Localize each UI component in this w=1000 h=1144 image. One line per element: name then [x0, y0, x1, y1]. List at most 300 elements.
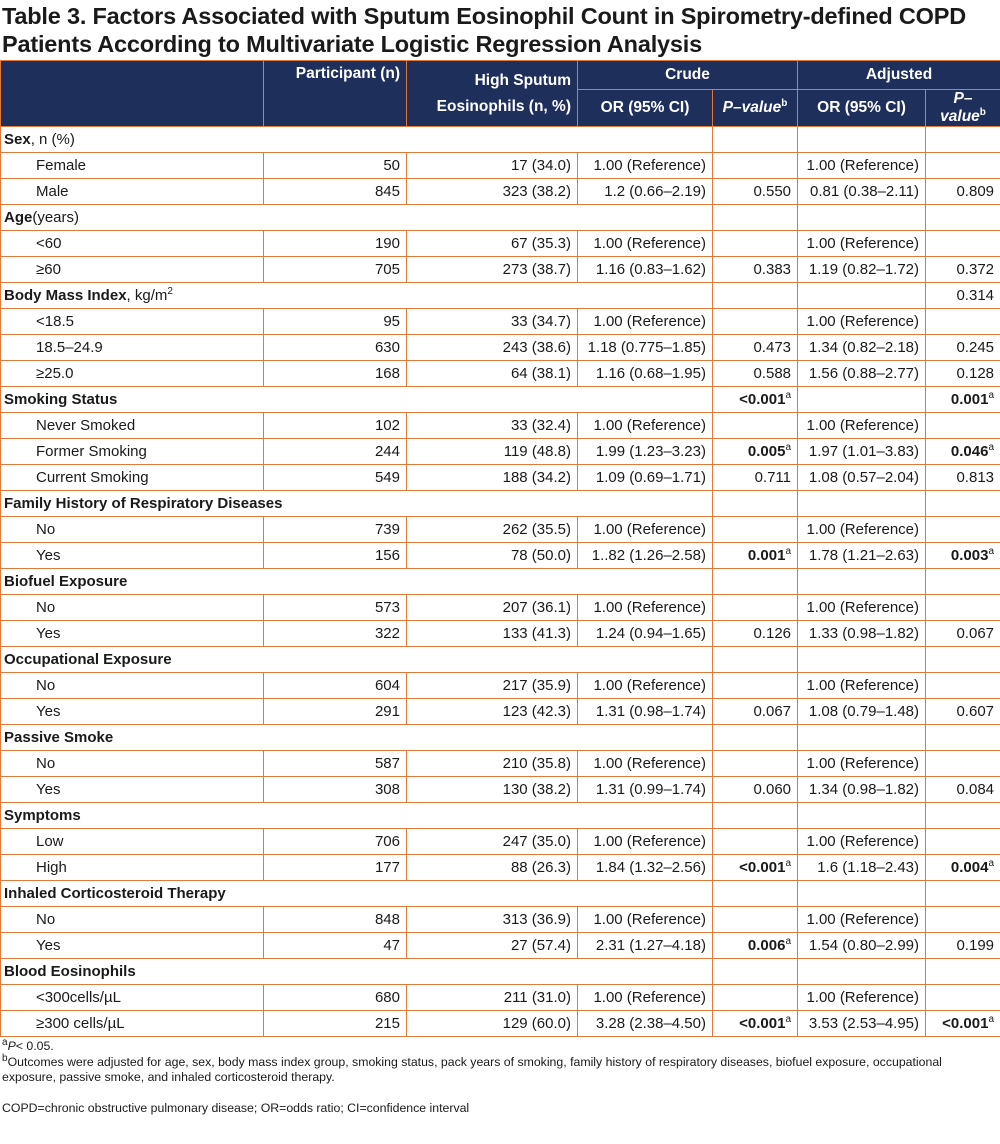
p-value: 0.001	[747, 547, 786, 564]
p-value: 0.004	[950, 859, 989, 876]
adjusted-p-cell	[926, 231, 1000, 257]
p-value: 0.084	[956, 781, 995, 798]
p-value: 0.550	[753, 183, 792, 200]
category-row	[1, 959, 1000, 985]
crude-p-cell	[713, 855, 798, 881]
row-label: Former Smoking	[1, 439, 264, 465]
crude-or: 1.00 (Reference)	[578, 413, 713, 439]
adjusted-or: 1.6 (1.18–2.43)	[798, 855, 926, 881]
table-row	[1, 439, 1000, 465]
category-label: Symptoms	[4, 807, 81, 824]
category-label: Age	[4, 209, 33, 226]
participant-count: 549	[264, 465, 407, 491]
p-value: 0.711	[754, 469, 792, 486]
high-sputum-eos: 210 (35.8)	[407, 751, 578, 777]
adjusted-or-cell	[798, 569, 926, 595]
adjusted-p-cell	[926, 673, 1000, 699]
crude-p-cell	[713, 907, 798, 933]
high-sputum-eos: 33 (32.4)	[407, 413, 578, 439]
p-value-sup: a	[785, 390, 792, 401]
category-row	[1, 491, 1000, 517]
participant-count: 680	[264, 985, 407, 1011]
adjusted-p-cell	[926, 777, 1000, 803]
high-sputum-eos: 88 (26.3)	[407, 855, 578, 881]
crude-p-cell	[713, 335, 798, 361]
crude-or: 1.18 (0.775–1.85)	[578, 335, 713, 361]
adjusted-or: 1.00 (Reference)	[798, 907, 926, 933]
category-row	[1, 283, 1000, 309]
table-row	[1, 699, 1000, 725]
adjusted-p-cell	[926, 647, 1000, 673]
crude-or: 3.28 (2.38–4.50)	[578, 1011, 713, 1037]
p-value-sup: a	[988, 546, 995, 557]
high-sputum-eos: 247 (35.0)	[407, 829, 578, 855]
high-sputum-eos: 33 (34.7)	[407, 309, 578, 335]
adjusted-or-cell	[798, 127, 926, 153]
crude-or: 1.24 (0.94–1.65)	[578, 621, 713, 647]
table-notes	[0, 1037, 1000, 1116]
category-label: Blood Eosinophils	[4, 963, 136, 980]
category-suffix-sup: 2	[167, 286, 173, 297]
category-label-cell	[1, 127, 713, 153]
crude-or: 1.00 (Reference)	[578, 231, 713, 257]
high-sputum-eos: 78 (50.0)	[407, 543, 578, 569]
adjusted-or: 1.00 (Reference)	[798, 985, 926, 1011]
crude-or: 1.31 (0.99–1.74)	[578, 777, 713, 803]
row-label: Male	[1, 179, 264, 205]
participant-count: 845	[264, 179, 407, 205]
row-label: ≥300 cells/µL	[1, 1011, 264, 1037]
adjusted-p-cell	[926, 179, 1000, 205]
participant-count: 177	[264, 855, 407, 881]
adjusted-or: 1.97 (1.01–3.83)	[798, 439, 926, 465]
header-adjusted-p	[926, 90, 1000, 127]
abbreviations: COPD=chronic obstructive pulmonary disease; OR=odds ratio; CI=confidence interval	[2, 1100, 470, 1115]
high-sputum-eos: 123 (42.3)	[407, 699, 578, 725]
row-label: Current Smoking	[1, 465, 264, 491]
crude-p-cell	[713, 387, 798, 413]
title-line-1: Table 3. Factors Associated with Sputum Eosinophil Count in Spirometry-defined COPD	[2, 3, 966, 29]
high-sputum-eos: 133 (41.3)	[407, 621, 578, 647]
header-crude-p	[713, 90, 798, 127]
crude-p-cell	[713, 257, 798, 283]
category-row	[1, 127, 1000, 153]
title-line-2: Patients According to Multivariate Logistic Regression Analysis	[2, 31, 702, 57]
adjusted-p-cell	[926, 725, 1000, 751]
row-label: No	[1, 907, 264, 933]
participant-count: 50	[264, 153, 407, 179]
footnote-b	[2, 1052, 998, 1086]
category-row	[1, 569, 1000, 595]
crude-or: 1.84 (1.32–2.56)	[578, 855, 713, 881]
p-value: 0.067	[753, 703, 792, 720]
adjusted-or-cell	[798, 725, 926, 751]
adjusted-or: 0.81 (0.38–2.11)	[798, 179, 926, 205]
table-row	[1, 231, 1000, 257]
crude-or: 1..82 (1.26–2.58)	[578, 543, 713, 569]
high-sputum-eos: 323 (38.2)	[407, 179, 578, 205]
adjusted-p-cell	[926, 491, 1000, 517]
adjusted-or: 1.78 (1.21–2.63)	[798, 543, 926, 569]
crude-p-cell	[713, 881, 798, 907]
category-row	[1, 803, 1000, 829]
regression-table	[0, 60, 1000, 1037]
adjusted-or-cell	[798, 205, 926, 231]
crude-p-cell	[713, 153, 798, 179]
category-suffix: (years)	[32, 209, 80, 226]
high-sputum-eos: 273 (38.7)	[407, 257, 578, 283]
crude-p-cell	[713, 413, 798, 439]
category-label: Smoking Status	[4, 391, 118, 408]
adjusted-p-cell	[926, 413, 1000, 439]
adjusted-p-cell	[926, 855, 1000, 881]
p-value: 0.809	[956, 183, 995, 200]
adjusted-p-cell	[926, 153, 1000, 179]
adjusted-p-cell	[926, 387, 1000, 413]
participant-count: 190	[264, 231, 407, 257]
crude-p-cell	[713, 569, 798, 595]
p-value: 0.813	[956, 469, 995, 486]
crude-p-cell	[713, 933, 798, 959]
row-label: No	[1, 595, 264, 621]
row-label: No	[1, 517, 264, 543]
p-value: <0.001	[739, 391, 786, 408]
row-label: <300cells/µL	[1, 985, 264, 1011]
high-sputum-eos: 207 (36.1)	[407, 595, 578, 621]
crude-p-cell	[713, 465, 798, 491]
high-sputum-eos: 262 (35.5)	[407, 517, 578, 543]
participant-count: 587	[264, 751, 407, 777]
adjusted-or: 1.00 (Reference)	[798, 595, 926, 621]
category-label-cell	[1, 725, 713, 751]
category-label-cell	[1, 491, 713, 517]
adjusted-or-cell	[798, 283, 926, 309]
table-row	[1, 907, 1000, 933]
participant-count: 848	[264, 907, 407, 933]
crude-p-cell	[713, 491, 798, 517]
row-label: <60	[1, 231, 264, 257]
crude-or: 1.00 (Reference)	[578, 595, 713, 621]
adjusted-p-cell	[926, 959, 1000, 985]
crude-or: 1.00 (Reference)	[578, 309, 713, 335]
adjusted-or: 1.54 (0.80–2.99)	[798, 933, 926, 959]
adjusted-or: 1.33 (0.98–1.82)	[798, 621, 926, 647]
adjusted-p-cell	[926, 595, 1000, 621]
table-row	[1, 309, 1000, 335]
category-label: Biofuel Exposure	[4, 573, 128, 590]
p-value: 0.314	[956, 287, 995, 304]
category-suffix: , n (%)	[30, 131, 75, 148]
category-row	[1, 387, 1000, 413]
table-row	[1, 673, 1000, 699]
crude-or: 1.00 (Reference)	[578, 517, 713, 543]
category-label-cell	[1, 803, 713, 829]
crude-p-cell	[713, 231, 798, 257]
adjusted-or-cell	[798, 387, 926, 413]
participant-count: 739	[264, 517, 407, 543]
high-sputum-eos: 27 (57.4)	[407, 933, 578, 959]
header-crude-p-label: P–value	[722, 99, 782, 116]
adjusted-p-cell	[926, 257, 1000, 283]
row-label: No	[1, 751, 264, 777]
adjusted-or: 3.53 (2.53–4.95)	[798, 1011, 926, 1037]
adjusted-p-cell	[926, 881, 1000, 907]
p-value: <0.001	[739, 859, 786, 876]
category-row	[1, 205, 1000, 231]
p-value: 0.383	[753, 261, 792, 278]
category-label: Family History of Respiratory Diseases	[4, 495, 283, 512]
row-label: Yes	[1, 699, 264, 725]
adjusted-or-cell	[798, 491, 926, 517]
p-value-sup: a	[988, 390, 995, 401]
footnote-a-italic: P	[7, 1039, 16, 1053]
adjusted-or: 1.00 (Reference)	[798, 751, 926, 777]
row-label: High	[1, 855, 264, 881]
p-value: 0.245	[956, 339, 995, 356]
adjusted-p-cell	[926, 361, 1000, 387]
p-value-sup: a	[988, 442, 995, 453]
row-label: Low	[1, 829, 264, 855]
p-value: 0.067	[956, 625, 995, 642]
adjusted-p-cell	[926, 335, 1000, 361]
adjusted-or: 1.56 (0.88–2.77)	[798, 361, 926, 387]
crude-p-cell	[713, 959, 798, 985]
crude-or: 1.00 (Reference)	[578, 153, 713, 179]
high-sputum-eos: 211 (31.0)	[407, 985, 578, 1011]
category-suffix: , kg/m	[126, 287, 168, 304]
category-label-cell	[1, 283, 713, 309]
adjusted-or: 1.00 (Reference)	[798, 673, 926, 699]
table-row	[1, 595, 1000, 621]
category-label-cell	[1, 387, 713, 413]
participant-count: 156	[264, 543, 407, 569]
adjusted-p-cell	[926, 465, 1000, 491]
adjusted-p-cell	[926, 699, 1000, 725]
adjusted-or: 1.34 (0.98–1.82)	[798, 777, 926, 803]
adjusted-p-cell	[926, 803, 1000, 829]
high-sputum-eos: 129 (60.0)	[407, 1011, 578, 1037]
adjusted-or: 1.00 (Reference)	[798, 517, 926, 543]
table-row	[1, 153, 1000, 179]
header-crude: Crude	[578, 61, 798, 90]
table-row	[1, 1011, 1000, 1037]
high-sputum-eos: 17 (34.0)	[407, 153, 578, 179]
row-label: Female	[1, 153, 264, 179]
table-body	[1, 127, 1000, 1037]
adjusted-or: 1.08 (0.79–1.48)	[798, 699, 926, 725]
crude-p-cell	[713, 517, 798, 543]
adjusted-p-cell	[926, 1011, 1000, 1037]
category-row	[1, 881, 1000, 907]
participant-count: 291	[264, 699, 407, 725]
crude-or: 1.16 (0.83–1.62)	[578, 257, 713, 283]
adjusted-or: 1.00 (Reference)	[798, 413, 926, 439]
row-label: 18.5–24.9	[1, 335, 264, 361]
p-value-sup: a	[785, 1014, 792, 1025]
crude-p-cell	[713, 361, 798, 387]
category-label: Sex	[4, 131, 31, 148]
crude-or: 1.31 (0.98–1.74)	[578, 699, 713, 725]
p-value: 0.006	[747, 937, 786, 954]
participant-count: 215	[264, 1011, 407, 1037]
crude-or: 1.00 (Reference)	[578, 751, 713, 777]
participant-count: 322	[264, 621, 407, 647]
adjusted-p-cell	[926, 517, 1000, 543]
crude-p-cell	[713, 205, 798, 231]
crude-or: 1.00 (Reference)	[578, 829, 713, 855]
adjusted-p-cell	[926, 907, 1000, 933]
crude-p-cell	[713, 803, 798, 829]
crude-or: 1.00 (Reference)	[578, 985, 713, 1011]
crude-p-cell	[713, 309, 798, 335]
footnote-a	[2, 1036, 998, 1055]
table-row	[1, 465, 1000, 491]
category-row	[1, 647, 1000, 673]
crude-or: 2.31 (1.27–4.18)	[578, 933, 713, 959]
participant-count: 630	[264, 335, 407, 361]
adjusted-p-cell	[926, 543, 1000, 569]
high-sputum-eos: 67 (35.3)	[407, 231, 578, 257]
adjusted-or: 1.00 (Reference)	[798, 829, 926, 855]
adjusted-p-cell	[926, 829, 1000, 855]
header-crude-p-sup: b	[781, 97, 788, 109]
adjusted-or: 1.00 (Reference)	[798, 309, 926, 335]
footnote-b-sup: b	[2, 1052, 8, 1064]
p-value: 0.473	[753, 339, 792, 356]
crude-p-cell	[713, 595, 798, 621]
table-row	[1, 855, 1000, 881]
adjusted-p-cell	[926, 569, 1000, 595]
crude-p-cell	[713, 647, 798, 673]
table-row	[1, 179, 1000, 205]
category-label-cell	[1, 881, 713, 907]
row-label: ≥60	[1, 257, 264, 283]
adjusted-p-cell	[926, 205, 1000, 231]
adjusted-p-cell	[926, 751, 1000, 777]
crude-or: 1.16 (0.68–1.95)	[578, 361, 713, 387]
p-value: <0.001	[942, 1015, 989, 1032]
participant-count: 705	[264, 257, 407, 283]
category-label: Passive Smoke	[4, 729, 114, 746]
p-value: 0.003	[950, 547, 989, 564]
header-participant: Participant (n)	[264, 61, 407, 127]
category-label: Body Mass Index	[4, 287, 127, 304]
p-value: 0.588	[753, 365, 792, 382]
category-label-cell	[1, 569, 713, 595]
crude-p-cell	[713, 179, 798, 205]
adjusted-or: 1.00 (Reference)	[798, 231, 926, 257]
row-label: <18.5	[1, 309, 264, 335]
p-value: <0.001	[739, 1015, 786, 1032]
p-value-sup: a	[988, 1014, 995, 1025]
table-row	[1, 517, 1000, 543]
category-label-cell	[1, 959, 713, 985]
table-row	[1, 543, 1000, 569]
high-sputum-eos: 119 (48.8)	[407, 439, 578, 465]
adjusted-or-cell	[798, 647, 926, 673]
adjusted-p-cell	[926, 283, 1000, 309]
crude-p-cell	[713, 127, 798, 153]
adjusted-or: 1.00 (Reference)	[798, 153, 926, 179]
crude-or: 1.00 (Reference)	[578, 907, 713, 933]
footnote-b-text: Outcomes were adjusted for age, sex, body mass index group, smoking status, pack years of smoking, family history of respiratory diseases, biofuel exposure, occupational exposure, passive smoke, and inhaled corticosteroid therapy.	[2, 1054, 942, 1084]
p-value: 0.199	[956, 937, 995, 954]
row-label: No	[1, 673, 264, 699]
crude-p-cell	[713, 829, 798, 855]
participant-count: 308	[264, 777, 407, 803]
p-value: 0.046	[950, 443, 989, 460]
adjusted-or: 1.34 (0.82–2.18)	[798, 335, 926, 361]
crude-p-cell	[713, 985, 798, 1011]
table-title	[0, 0, 1000, 60]
crude-p-cell	[713, 1011, 798, 1037]
adjusted-or-cell	[798, 881, 926, 907]
header-high-sputum: High Sputum Eosinophils (n, %)	[407, 61, 578, 127]
crude-or: 1.99 (1.23–3.23)	[578, 439, 713, 465]
crude-or: 1.00 (Reference)	[578, 673, 713, 699]
category-row	[1, 725, 1000, 751]
row-label: Yes	[1, 777, 264, 803]
row-label: Never Smoked	[1, 413, 264, 439]
adjusted-or-cell	[798, 803, 926, 829]
header-adjusted-p-label: P–value	[940, 90, 980, 125]
p-value-sup: a	[785, 858, 792, 869]
table-row	[1, 413, 1000, 439]
table-row	[1, 933, 1000, 959]
participant-count: 573	[264, 595, 407, 621]
high-sputum-eos: 188 (34.2)	[407, 465, 578, 491]
p-value: 0.126	[753, 625, 792, 642]
row-label: Yes	[1, 933, 264, 959]
participant-count: 604	[264, 673, 407, 699]
participant-count: 168	[264, 361, 407, 387]
table-row	[1, 335, 1000, 361]
category-label-cell	[1, 205, 713, 231]
p-value: 0.372	[956, 261, 995, 278]
crude-p-cell	[713, 621, 798, 647]
adjusted-p-cell	[926, 933, 1000, 959]
footnote-a-sup: a	[2, 1036, 8, 1048]
crude-or: 1.2 (0.66–2.19)	[578, 179, 713, 205]
p-value: 0.005	[747, 443, 786, 460]
header-adjusted-p-sup: b	[979, 106, 986, 118]
table-row	[1, 257, 1000, 283]
table-row	[1, 777, 1000, 803]
table-row	[1, 621, 1000, 647]
high-sputum-eos: 313 (36.9)	[407, 907, 578, 933]
header-blank	[1, 61, 264, 127]
row-label: Yes	[1, 621, 264, 647]
adjusted-p-cell	[926, 309, 1000, 335]
high-sputum-eos: 64 (38.1)	[407, 361, 578, 387]
participant-count: 47	[264, 933, 407, 959]
adjusted-p-cell	[926, 439, 1000, 465]
adjusted-p-cell	[926, 985, 1000, 1011]
footnote-a-text: < 0.05.	[15, 1039, 54, 1053]
adjusted-or: 1.19 (0.82–1.72)	[798, 257, 926, 283]
p-value-sup: a	[785, 936, 792, 947]
table-header	[1, 61, 1000, 127]
participant-count: 244	[264, 439, 407, 465]
crude-p-cell	[713, 283, 798, 309]
high-sputum-eos: 217 (35.9)	[407, 673, 578, 699]
row-label: Yes	[1, 543, 264, 569]
adjusted-or: 1.08 (0.57–2.04)	[798, 465, 926, 491]
p-value-sup: a	[988, 858, 995, 869]
category-label-cell	[1, 647, 713, 673]
crude-p-cell	[713, 543, 798, 569]
p-value: 0.607	[956, 703, 995, 720]
